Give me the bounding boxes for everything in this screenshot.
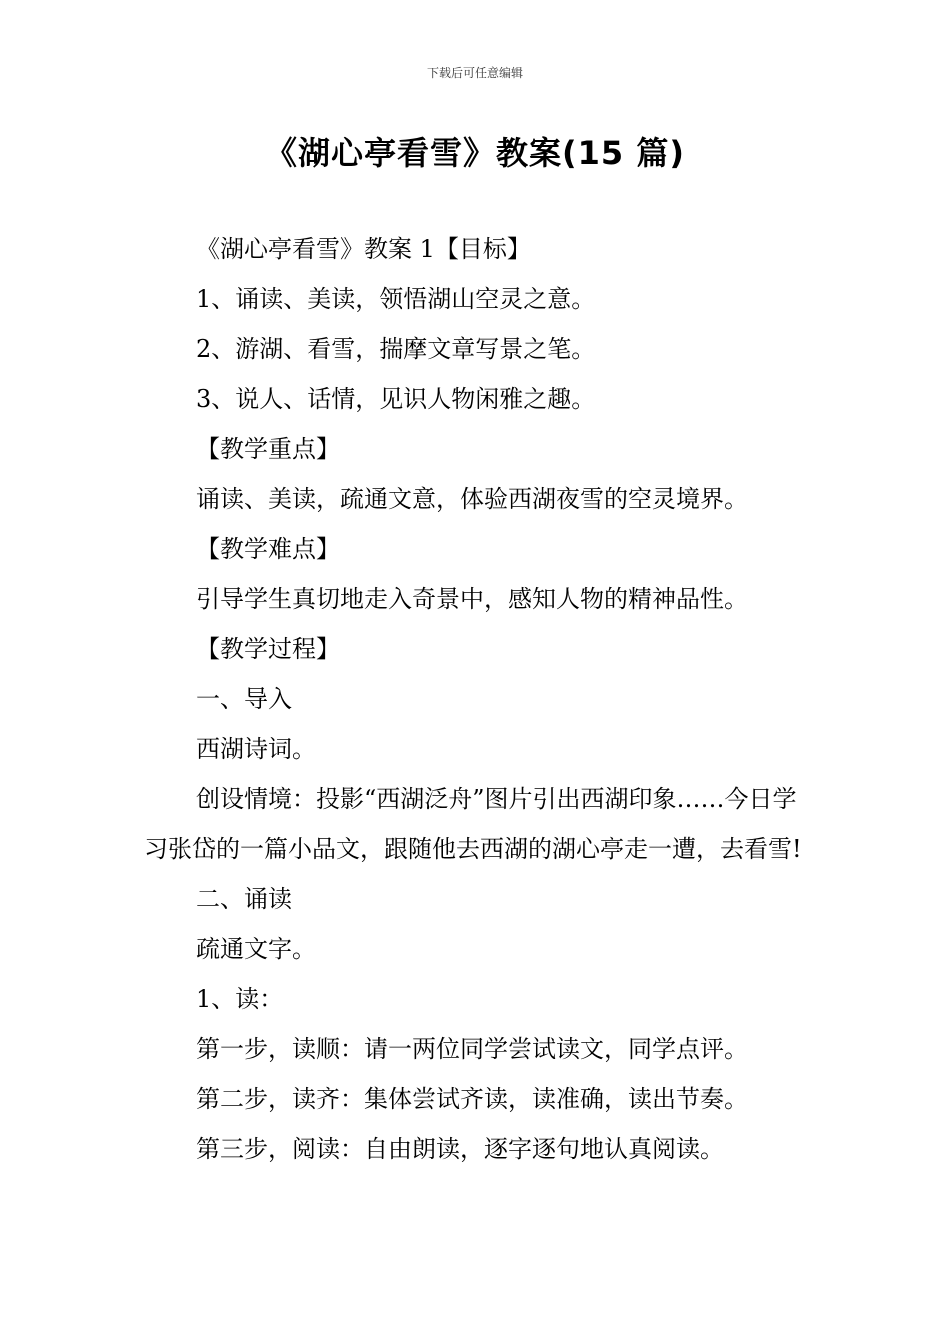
paragraph-difficulties: 引导学生真切地走入奇景中，感知人物的精神品性。 <box>196 585 748 613</box>
section-heading-difficulties: 【教学难点】 <box>196 535 340 563</box>
paragraph-step-two: 第二步，读齐：集体尝试齐读，读准确，读出节奏。 <box>196 1085 748 1113</box>
paragraph-west-lake-poems: 西湖诗词。 <box>196 735 316 763</box>
paragraph-step-one: 第一步，读顺：请一两位同学尝试读文，同学点评。 <box>196 1035 748 1063</box>
paragraph-read-label: 1、读： <box>196 985 284 1013</box>
paragraph-clarify-text: 疏通文字。 <box>196 935 316 963</box>
step-heading-introduction: 一、导入 <box>196 685 292 713</box>
paragraph-lesson-heading: 《湖心亭看雪》教案 1【目标】 <box>196 235 531 263</box>
paragraph-goal-2: 2、游湖、看雪，揣摩文章写景之笔。 <box>196 335 596 363</box>
paragraph-key-points: 诵读、美读，疏通文意，体验西湖夜雪的空灵境界。 <box>196 485 748 513</box>
section-heading-process: 【教学过程】 <box>196 635 340 663</box>
paragraph-step-three: 第三步，阅读：自由朗读，逐字逐句地认真阅读。 <box>196 1135 724 1163</box>
paragraph-goal-1: 1、诵读、美读，领悟湖山空灵之意。 <box>196 285 596 313</box>
paragraph-create-scenario: 创设情境：投影“西湖泛舟”图片引出西湖印象……今日学习张岱的一篇小品文，跟随他去西湖的湖心亭走一遭，去看雪! <box>144 785 802 863</box>
section-heading-key-points: 【教学重点】 <box>196 435 340 463</box>
step-heading-recitation: 二、诵读 <box>196 885 292 913</box>
header-note: 下载后可任意编辑 <box>426 66 523 80</box>
document-title: 《湖心亭看雪》教案(15 篇) <box>265 134 685 172</box>
document-body <box>144 224 808 1174</box>
paragraph-goal-3: 3、说人、话情，见识人物闲雅之趣。 <box>196 385 596 413</box>
